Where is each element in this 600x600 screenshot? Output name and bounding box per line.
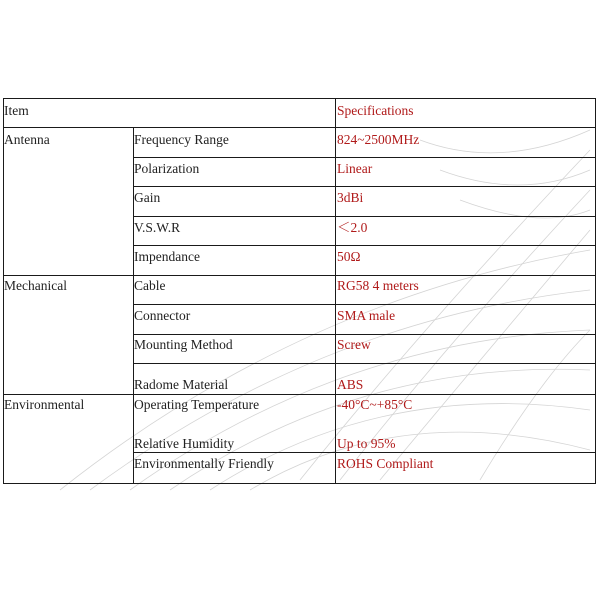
- param-vswr: V.S.W.R: [134, 220, 181, 235]
- param-radome-material: Radome Material: [134, 377, 229, 392]
- table-border-top: [3, 98, 596, 99]
- param-cable: Cable: [134, 278, 166, 293]
- row-divider: [133, 304, 596, 305]
- param-environmentally-friendly: Environmentally Friendly: [134, 456, 274, 471]
- row-divider: [133, 452, 596, 453]
- value-environmentally-friendly: ROHS Compliant: [337, 456, 434, 471]
- table-border-right: [595, 98, 596, 484]
- group-label-environmental: Environmental: [4, 397, 85, 412]
- table-border-bottom: [3, 483, 596, 484]
- param-gain: Gain: [134, 190, 161, 205]
- column-divider-spec: [335, 98, 336, 484]
- param-impendance: Impendance: [134, 249, 200, 264]
- value-radome-material: ABS: [337, 377, 364, 392]
- specification-table: [3, 98, 596, 484]
- value-connector: SMA male: [337, 308, 396, 323]
- value-operating-temperature: -40°C~+85°C: [337, 397, 413, 412]
- row-divider: [133, 334, 596, 335]
- value-relative-humidity: Up to 95%: [337, 436, 396, 451]
- param-connector: Connector: [134, 308, 191, 323]
- param-frequency-range: Frequency Range: [134, 132, 229, 147]
- row-divider: [133, 186, 596, 187]
- group-divider: [3, 275, 596, 276]
- param-mounting-method: Mounting Method: [134, 337, 233, 352]
- value-vswr: ＜2.0: [337, 220, 368, 235]
- row-divider: [133, 157, 596, 158]
- value-mounting-method: Screw: [337, 337, 371, 352]
- value-polarization: Linear: [337, 161, 373, 176]
- column-divider-item: [133, 127, 134, 484]
- header-specifications: Specifications: [337, 103, 414, 118]
- param-polarization: Polarization: [134, 161, 200, 176]
- param-relative-humidity: Relative Humidity: [134, 436, 235, 451]
- header-item: Item: [4, 103, 29, 118]
- group-label-antenna: Antenna: [4, 132, 50, 147]
- value-cable: RG58 4 meters: [337, 278, 419, 293]
- header-divider: [3, 127, 596, 128]
- row-divider: [133, 363, 596, 364]
- value-gain: 3dBi: [337, 190, 364, 205]
- row-divider: [133, 245, 596, 246]
- group-label-mechanical: Mechanical: [4, 278, 67, 293]
- param-operating-temperature: Operating Temperature: [134, 397, 260, 412]
- value-frequency-range: 824~2500MHz: [337, 132, 420, 147]
- row-divider: [133, 216, 596, 217]
- group-divider: [3, 394, 596, 395]
- value-impendance: 50Ω: [337, 249, 361, 264]
